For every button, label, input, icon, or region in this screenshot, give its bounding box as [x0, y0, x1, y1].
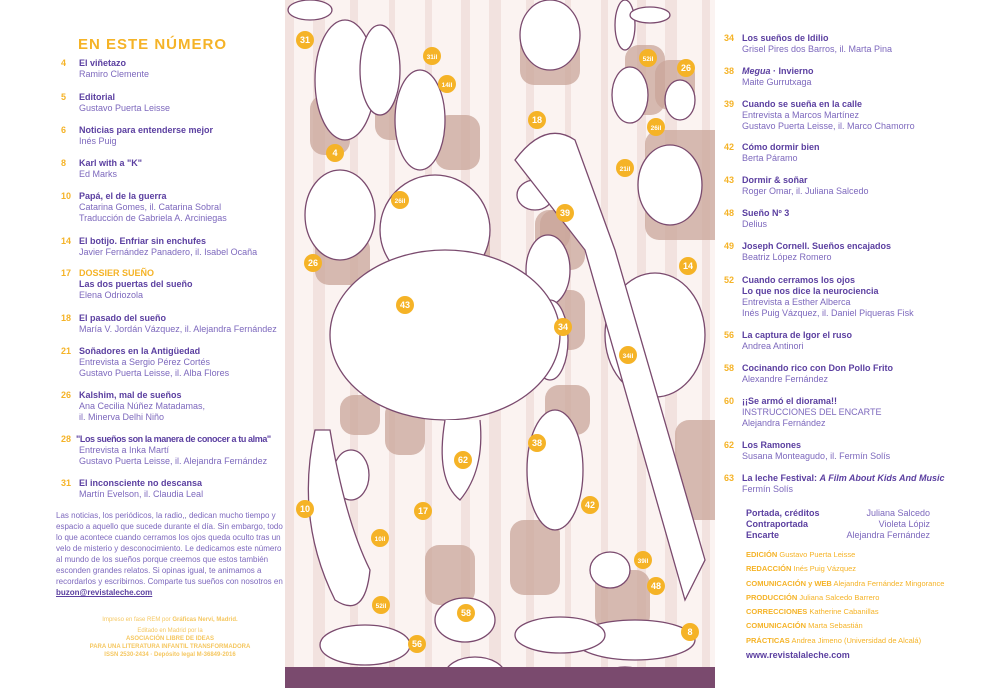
entry-credit: INSTRUCCIONES DEL ENCARTE	[742, 407, 882, 417]
entry-credit: Martín Evelson, il. Claudia Leal	[79, 489, 204, 499]
staff-name: Alejandra Fernández Mingorance	[833, 578, 945, 588]
entry-title-part: Cuando se sueña en la calle	[742, 99, 863, 109]
page-badge-label: 14il	[441, 82, 453, 89]
entry-title	[79, 268, 154, 279]
page-number: 4	[61, 58, 67, 68]
entry-credit: Entrevista a Marcos Martínez	[742, 110, 860, 120]
toc-entry[interactable]	[61, 346, 229, 379]
toc-entry[interactable]	[61, 313, 277, 335]
page-number: 28	[61, 434, 72, 444]
staff-name: Gustavo Puerta Leisse	[779, 550, 856, 559]
toc-entry[interactable]	[724, 275, 914, 319]
entry-credit: Delius	[742, 219, 768, 229]
animal-head	[330, 250, 560, 420]
page-number: 38	[724, 66, 735, 76]
toc-entry[interactable]	[724, 99, 915, 132]
entry-credit: Gustavo Puerta Leisse	[79, 103, 171, 113]
staff-role: COMUNICACIÓN	[746, 621, 806, 631]
entry-title-part: Editorial	[79, 92, 116, 102]
art-credits	[746, 508, 930, 541]
page-number: 5	[61, 92, 67, 102]
page-number: 58	[724, 363, 735, 373]
toc-entry[interactable]	[61, 478, 203, 500]
staff-row	[746, 548, 944, 562]
staff-role: EDICIÓN	[746, 550, 778, 559]
entry-title	[742, 473, 945, 484]
staff-row	[746, 577, 944, 591]
page-badge-label: 31	[299, 35, 311, 45]
entry-title	[742, 275, 914, 286]
imprint-assoc-1: ASOCIACIÓN LIBRE DE IDEAS	[125, 636, 214, 642]
entry-title-part: Noticias para entenderse mejor	[79, 125, 214, 135]
entry-title	[742, 33, 892, 44]
entry-title	[742, 175, 869, 186]
page-badge-label: 31il	[426, 54, 438, 61]
entry-credit: Berta Páramo	[742, 153, 798, 163]
animal-head	[630, 7, 670, 23]
entry-title-part: Sueño Nº 3	[742, 208, 790, 218]
entry-title-part: Karl with a "K"	[79, 158, 143, 168]
entry-title-part: Soñadores en la Antigüedad	[79, 346, 201, 356]
toc-entry[interactable]	[724, 241, 891, 263]
animal-head	[320, 625, 410, 665]
animal-head	[288, 0, 332, 20]
toc-entry[interactable]	[61, 158, 142, 180]
entry-credit: Ramiro Clemente	[79, 69, 150, 79]
imprint-issn: ISSN 2530-2434 · Depósito legal M-36849-2016	[104, 652, 236, 658]
entry-credit: Maite Gurrutxaga	[742, 77, 812, 87]
page-badge-label: 21il	[619, 166, 631, 173]
page-badge-label: 26il	[394, 198, 406, 205]
credit-name: Violeta Lópiz	[878, 519, 930, 529]
entry-title-part: La leche Festival:	[742, 473, 820, 483]
entry-title	[79, 313, 277, 324]
page-number: 62	[724, 440, 735, 450]
entry-credit: Entrevista a Esther Alberca	[742, 297, 851, 307]
entry-credit: Grisel Pires dos Barros, il. Marta Pina	[742, 44, 893, 54]
staff-role: PRÁCTICAS	[746, 635, 790, 645]
page-badge-label: 26il	[650, 125, 662, 132]
page-badge-label: 10il	[374, 536, 386, 543]
entry-title	[742, 99, 915, 110]
page-badge-label: 18	[531, 115, 543, 125]
toc-entry[interactable]	[61, 390, 205, 423]
page-number: 21	[61, 346, 72, 356]
entry-credit: Elena Odriozola	[79, 290, 144, 300]
entry-credit: Gustavo Puerta Leisse, il. Marco Chamorro	[742, 121, 915, 131]
entry-title	[742, 330, 852, 341]
entry-title	[79, 125, 213, 136]
page-badge-label: 34il	[622, 353, 634, 360]
credit-name: Juliana Salcedo	[866, 508, 930, 518]
animal-head	[638, 145, 702, 225]
page-badge-label: 10	[299, 504, 311, 514]
entry-credit: Andrea Antinori	[742, 341, 804, 351]
toc-entry[interactable]	[724, 330, 852, 352]
entry-title-part: El viñetazo	[79, 58, 127, 68]
page-badge-label: 52il	[642, 56, 654, 63]
imprint-printed	[56, 616, 284, 624]
page-badge-label: 8	[687, 627, 693, 637]
entry-title-part: El botijo. Enfriar sin enchufes	[79, 236, 207, 246]
page-number: 31	[61, 478, 72, 488]
animal-head	[305, 170, 375, 260]
entry-title	[79, 236, 257, 247]
entry-credit: Beatriz López Romero	[742, 252, 832, 262]
entry-title-part: Cómo dormir bien	[742, 142, 820, 152]
entry-title	[79, 478, 203, 489]
website-link[interactable]: www.revistalaleche.com	[746, 650, 850, 660]
entry-title-part: Cocinando rico con Don Pollo Frito	[742, 363, 893, 373]
staff-name: Andrea Jimeno (Universidad de Alcalá)	[791, 635, 922, 645]
page-number: 18	[61, 313, 72, 323]
entry-credit: Traducción de Gabriela A. Arciniegas	[79, 213, 227, 223]
trophy-plaque	[425, 545, 475, 605]
credit-row	[746, 530, 930, 541]
shelf-base	[285, 667, 715, 688]
animal-head	[615, 0, 635, 50]
toc-entry[interactable]	[61, 58, 149, 80]
entry-credit: Entrevista a Inka Martí	[79, 445, 170, 455]
staff-role: CORRECCIONES	[746, 607, 808, 617]
credit-row	[746, 519, 930, 530]
entry-title	[79, 279, 193, 290]
contents-left-column	[0, 0, 285, 688]
page-badge-label: 26	[680, 63, 692, 73]
toc-entry[interactable]	[724, 363, 893, 385]
entry-credit: Susana Monteagudo, il. Fermín Solís	[742, 451, 891, 461]
entry-title-part: Cuando cerramos los ojos	[742, 275, 856, 285]
entry-title-part: Dormir & soñar	[742, 175, 808, 185]
page-badge-label: 34	[557, 322, 569, 332]
animal-head	[520, 0, 580, 70]
imprint-printed-prefix: Impreso en fase REM por	[102, 617, 171, 623]
animal-head	[665, 80, 695, 120]
page-number: 42	[724, 142, 735, 152]
credit-label: Portada, créditos	[746, 508, 820, 518]
page-badge-label: 17	[417, 506, 429, 516]
staff-credits	[746, 548, 944, 648]
entry-title	[742, 208, 789, 219]
toc-entry[interactable]	[61, 125, 213, 147]
page-number: 6	[61, 125, 67, 135]
staff-row	[746, 562, 944, 576]
entry-subtitle: Lo que nos dice la neurociencia	[742, 286, 879, 296]
page-number: 8	[61, 158, 67, 168]
entry-title	[742, 396, 882, 407]
page-number: 26	[61, 390, 72, 400]
toc-entry[interactable]	[724, 208, 789, 230]
email-link[interactable]: buzon@revistaleche.com	[56, 588, 153, 597]
page-badge-label: 48	[650, 581, 662, 591]
staff-role: PRODUCCIÓN	[746, 592, 798, 602]
entry-title	[742, 241, 891, 252]
toc-entry[interactable]	[724, 33, 892, 55]
page-badge-label: 4	[332, 148, 338, 158]
entry-credit: Javier Fernández Panadero, il. Isabel Ocaña	[79, 247, 258, 257]
page-number: 52	[724, 275, 735, 285]
entry-credit: Inés Puig Vázquez, il. Daniel Piqueras Fisk	[742, 308, 914, 318]
toc-entry[interactable]	[724, 142, 820, 164]
page-number: 43	[724, 175, 735, 185]
entry-title-part: El inconsciente no descansa	[79, 478, 203, 488]
imprint-printer: Gráficas Nervi, Madrid.	[172, 617, 238, 623]
entry-title-part: "Los sueños son la manera de conocer a tu alma"	[76, 434, 271, 444]
entry-title	[742, 142, 820, 153]
page-number: 60	[724, 396, 735, 406]
entry-title	[79, 390, 205, 401]
staff-name: Inés Puig Vázquez	[793, 564, 857, 574]
intro-paragraph	[56, 510, 284, 598]
entry-title-part: DOSSIER SUEÑO	[79, 268, 155, 278]
page-title: EN ESTE NÚMERO	[78, 36, 228, 53]
intro-text: Las noticias, los periódicos, la radio,, dedican mucho tiempo y espacio a aquello que sucede durante el día. Sin embargo, todo lo que acontece cuando cerramos los ojos queda oculto tras un velo de misterio y desconocimiento. Le dedicamos este número al mundo de los sueños porque creemos que estos también esconden grandes relatos. Si opinas igual, te animamos a recordarlos y escribirnos. Comparte tus sueños con nosotros en	[56, 511, 283, 586]
page-badge-label: 62	[457, 455, 469, 465]
page-badge-label: 39	[559, 208, 571, 218]
entry-title-part: Megua	[742, 66, 771, 76]
page-number: 14	[61, 236, 72, 246]
entry-credit: Fermín Solís	[742, 484, 794, 494]
entry-title-part: Los sueños de Idilio	[742, 33, 829, 43]
entry-title-part: Los Ramones	[742, 440, 802, 450]
toc-entry[interactable]	[61, 236, 257, 258]
entry-title	[79, 346, 229, 357]
animal-head	[590, 552, 630, 588]
entry-credit: Roger Omar, il. Juliana Salcedo	[742, 186, 869, 196]
toc-entry[interactable]	[61, 279, 193, 301]
entry-title-part: La captura de Igor el ruso	[742, 330, 853, 340]
staff-role: REDACCIÓN	[746, 564, 792, 574]
toc-entry[interactable]	[61, 191, 227, 224]
imprint-assoc-2: PARA UNA LITERATURA INFANTIL TRANSFORMADORA	[89, 644, 251, 650]
entry-title	[742, 363, 893, 374]
entry-credit: Alejandra Fernández	[742, 418, 826, 428]
entry-title	[76, 434, 271, 445]
page-badge-label: 56	[411, 639, 423, 649]
page-number: 63	[724, 473, 735, 483]
page-badge-label: 52il	[375, 603, 387, 610]
page-number: 17	[61, 268, 72, 278]
entry-title	[742, 440, 890, 451]
animal-trophies-illustration	[285, 0, 715, 688]
page-number: 56	[724, 330, 735, 340]
entry-title	[79, 158, 142, 169]
toc-entry[interactable]	[724, 66, 814, 88]
toc-entry[interactable]	[724, 473, 945, 495]
staff-name: Marta Sebastián	[808, 621, 863, 631]
entry-title	[79, 191, 227, 202]
page-badge-label: 42	[584, 500, 596, 510]
page-badge-label: 58	[460, 608, 472, 618]
entry-credit: Ana Cecilia Núñez Matadamas,	[79, 401, 206, 411]
staff-name: Katherine Cabanillas	[809, 607, 879, 617]
entry-title	[742, 66, 814, 77]
staff-name: Juliana Salcedo Barrero	[799, 592, 880, 602]
page-number: 34	[724, 33, 735, 43]
toc-entry[interactable]	[724, 440, 890, 462]
staff-row	[746, 619, 944, 633]
entry-credit: María V. Jordán Vázquez, il. Alejandra Fernández	[79, 324, 277, 334]
staff-row	[746, 605, 944, 619]
entry-title-part: · Invierno	[770, 66, 814, 76]
entry-credit: Gustavo Puerta Leisse, il. Alba Flores	[79, 368, 230, 378]
entry-credit: Entrevista a Sergio Pérez Cortés	[79, 357, 211, 367]
entry-credit: il. Minerva Delhi Niño	[79, 412, 165, 422]
staff-row	[746, 634, 944, 648]
staff-role: COMUNICACIÓN y WEB	[746, 578, 832, 588]
animal-head	[527, 410, 583, 530]
animal-head	[360, 25, 400, 115]
trophy-plaque	[510, 520, 560, 595]
page-badge-label: 39il	[637, 558, 649, 565]
entry-credit: Inés Puig	[79, 136, 117, 146]
toc-entry[interactable]	[61, 268, 154, 279]
toc-entry[interactable]	[61, 92, 170, 114]
page-badge-label: 43	[399, 300, 411, 310]
entry-title-part: Papá, el de la guerra	[79, 191, 167, 201]
wallpaper-stripe	[285, 0, 294, 668]
toc-entry[interactable]	[61, 434, 271, 467]
entry-title-part: Las dos puertas del sueño	[79, 279, 193, 289]
staff-row	[746, 591, 944, 605]
imprint-edited: Editado en Madrid por la	[137, 628, 203, 634]
entry-title	[79, 58, 149, 69]
animal-head	[515, 617, 605, 653]
page-number: 49	[724, 241, 735, 251]
toc-entry[interactable]	[724, 175, 869, 197]
entry-credit: Alexandre Fernández	[742, 374, 829, 384]
toc-entry[interactable]	[724, 396, 882, 429]
page-number: 39	[724, 99, 735, 109]
entry-title-part: Kalshim, mal de sueños	[79, 390, 182, 400]
entry-credit: Catarina Gomes, il. Catarina Sobral	[79, 202, 222, 212]
page-number: 10	[61, 191, 72, 201]
animal-head	[612, 67, 648, 123]
credit-label: Contraportada	[746, 519, 809, 529]
entry-credit: Gustavo Puerta Leisse, il. Alejandra Fernández	[79, 456, 268, 466]
animal-head	[395, 70, 445, 170]
page-number: 48	[724, 208, 735, 218]
entry-title-part: A Film About Kids And Music	[819, 473, 945, 483]
page-badge-label: 26	[307, 258, 319, 268]
page-badge-label: 38	[531, 438, 543, 448]
entry-title-part: El pasado del sueño	[79, 313, 167, 323]
credit-row	[746, 508, 930, 519]
entry-credit: Ed Marks	[79, 169, 118, 179]
credit-label: Encarte	[746, 530, 780, 540]
page-badge-label: 14	[682, 261, 694, 271]
entry-title-part: ¡¡Se armó el diorama!!	[742, 396, 838, 406]
entry-title	[79, 92, 170, 103]
credit-name: Alejandra Fernández	[846, 530, 930, 540]
entry-title-part: Joseph Cornell. Sueños encajados	[742, 241, 892, 251]
